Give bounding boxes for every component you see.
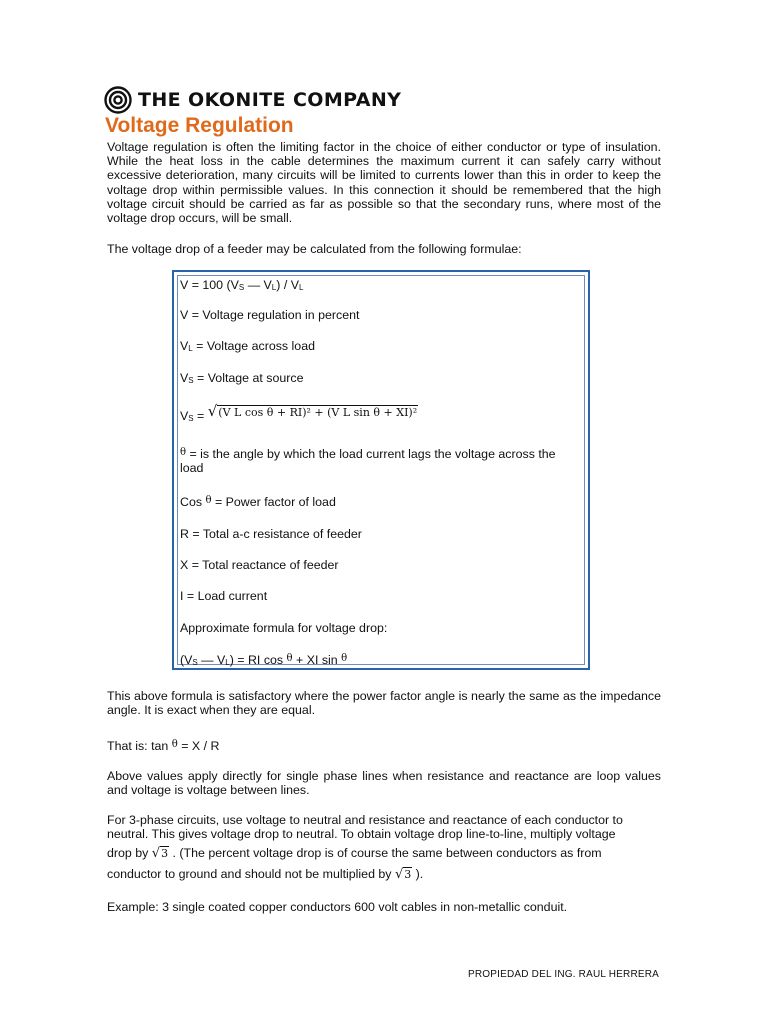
def-vs: $V_S$ = Voltage at source (180, 371, 304, 385)
three-phase-line-4: conductor to ground and should not be multiplied by √3 ). (107, 867, 424, 882)
approx-heading: Approximate formula for voltage drop: (180, 621, 388, 635)
example-line: Example: 3 single coated copper conductors 600 volt cables in non-metallic conduit. (107, 900, 568, 914)
sqrt-three-2: 3 (404, 868, 412, 881)
company-logo (104, 86, 401, 114)
company-name: THE OKONITE COMPANY (138, 89, 402, 111)
def-cos: Cos $^\theta$ = Power factor of load (180, 495, 336, 509)
that-is-line: That is: tan $^\theta$ = X / R (107, 739, 220, 753)
def-i: I = Load current (180, 589, 268, 603)
concentric-circles-logo-icon (104, 86, 132, 114)
formula-box (172, 270, 590, 670)
page-title: Voltage Regulation (105, 114, 294, 137)
three-phase-line-1: For 3-phase circuits, use voltage to neutral and resistance and reactance of each conductor to (107, 813, 623, 827)
formula-lead: The voltage drop of a feeder may be calculated from the following formulae: (107, 242, 522, 256)
three-phase-line-3: drop by √3 . (The percent voltage drop is of course the same between conductors as from (107, 846, 602, 861)
after-paragraph: This above formula is satisfactory where the power factor angle is nearly the same as the impedance angle. It is exact when they are equal. (107, 689, 661, 718)
vs-formula: $V_S = √(V$ L cos θ + RI)² + (V L sin θ + XI)² (180, 402, 418, 423)
theta-symbol: θ (180, 447, 187, 458)
def-theta-cont: load (180, 461, 204, 475)
def-v: V = Voltage regulation in percent (180, 308, 360, 322)
def-r: R = Total a-c resistance of feeder (180, 527, 362, 541)
footer-text: PROPIEDAD DEL ING. RAUL HERRERA (468, 969, 660, 980)
formula-v: V = 100 ($V_S$ — $V_L) / V_L$ (180, 278, 304, 292)
def-x: X = Total reactance of feeder (180, 558, 339, 572)
sqrt-three: 3 (161, 847, 169, 860)
approx-formula: ($V_S$ — $V_L$) = RI cos $^\theta$ + XI sin $^\theta$ (180, 653, 348, 667)
def-theta: $^\theta$ = is the angle by which the load current lags the voltage across the (180, 447, 556, 461)
three-phase-line-2: neutral. This gives voltage drop to neutral. To obtain voltage drop line-to-line, multiply voltage (107, 827, 616, 841)
def-vl: $V_L$ = Voltage across load (180, 339, 315, 353)
single-phase-paragraph: Above values apply directly for single phase lines when resistance and reactance are loop values and voltage is voltage between lines. (107, 769, 661, 798)
intro-paragraph: Voltage regulation is often the limiting factor in the choice of either conductor or type of insulation. While the heat loss in the cable determines the maximum current it can safely carry without excessive deterioration, many circuits will be limited to currents lower than this in order to keep the voltage drop within permissible values. In this connection it should be remembered that the high voltage circuit should be carried as far as possible so that the secondary runs, where most of the voltage drop occurs, will be small. (107, 140, 661, 226)
